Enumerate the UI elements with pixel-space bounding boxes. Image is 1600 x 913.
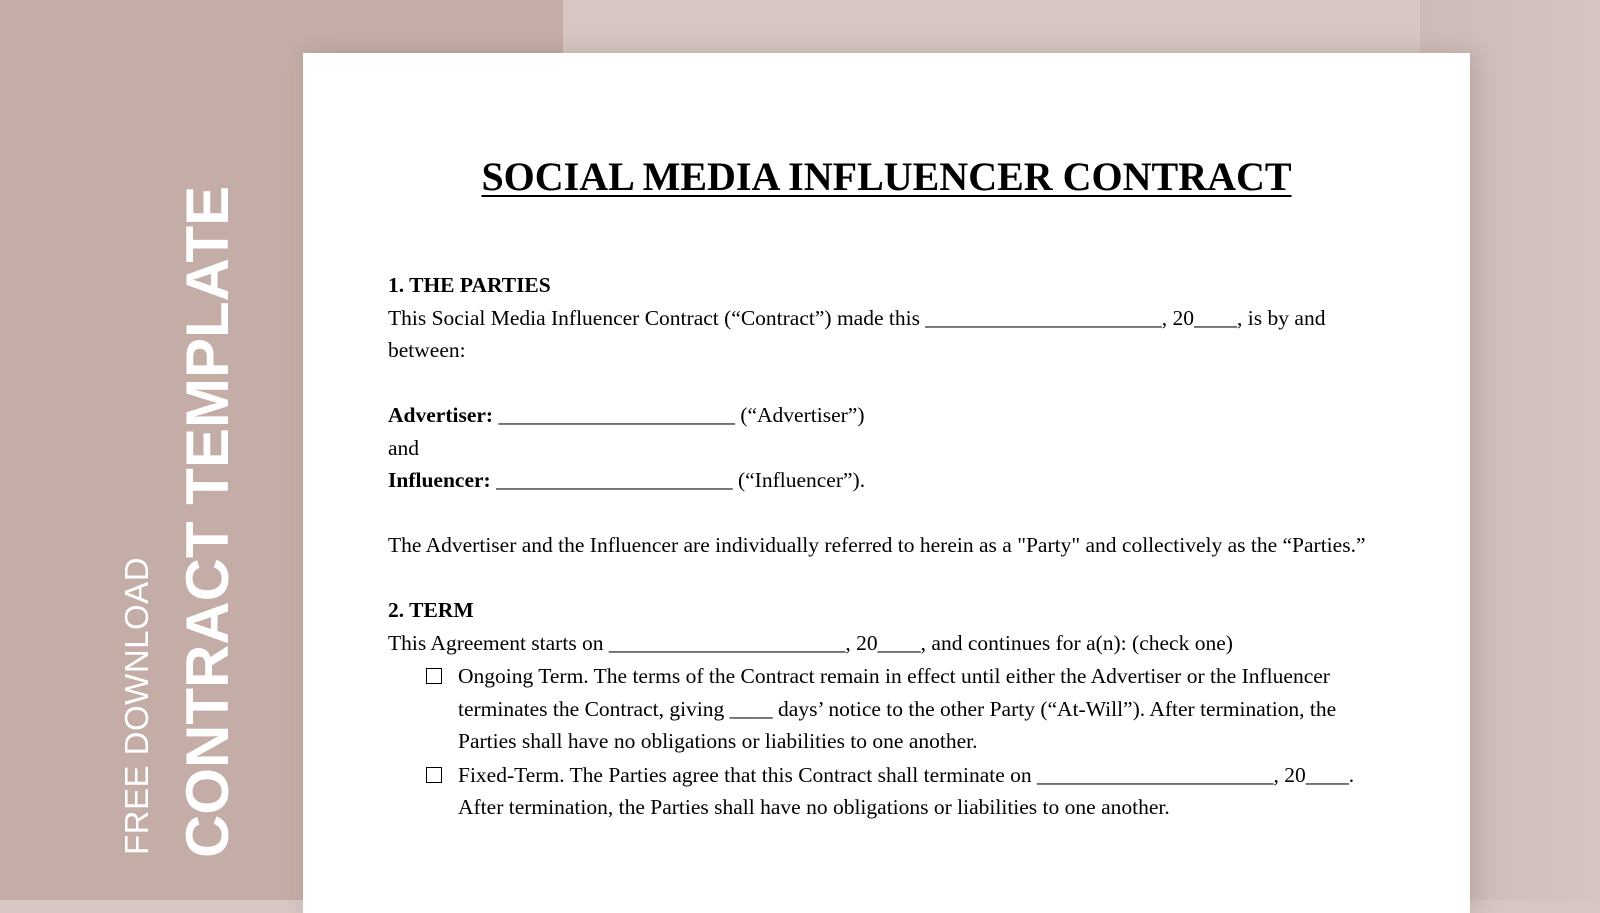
influencer-blank: ______________________ (“Influencer”). bbox=[490, 468, 866, 492]
spacer bbox=[388, 497, 1378, 530]
advertiser-blank: ______________________ (“Advertiser”) bbox=[493, 403, 865, 427]
influencer-line bbox=[388, 464, 1378, 497]
document-body bbox=[388, 269, 1378, 824]
term-option-ongoing bbox=[458, 660, 1378, 758]
parties-intro: This Social Media Influencer Contract (“Contract”) made this ______________________, 20____, is by and between: bbox=[388, 305, 1326, 362]
document-title: SOCIAL MEDIA INFLUENCER CONTRACT bbox=[481, 154, 1292, 199]
and-line: and bbox=[388, 435, 420, 460]
spacer bbox=[388, 367, 1378, 400]
banner-contract-template: CONTRACT TEMPLATE bbox=[174, 185, 241, 858]
parties-definition: The Advertiser and the Influencer are individually referred to herein as a "Party" and collectively as the “Parties.” bbox=[388, 533, 1366, 557]
term-option-fixed bbox=[458, 759, 1378, 824]
section-heading-parties: 1. THE PARTIES bbox=[388, 273, 551, 297]
term-option-fixed-text: Fixed-Term. The Parties agree that this Contract shall terminate on ______________________, 20____. After termination, the Parties shall have no obligations or liabilities to one another. bbox=[458, 762, 1355, 819]
term-intro: This Agreement starts on ______________________, 20____, and continues for a(n): (check one) bbox=[388, 630, 1233, 655]
document-page bbox=[303, 53, 1470, 913]
spacer bbox=[388, 562, 1378, 595]
advertiser-line bbox=[388, 399, 1378, 432]
checkbox-fixed-icon[interactable] bbox=[426, 767, 442, 783]
checkbox-ongoing-icon[interactable] bbox=[426, 668, 442, 684]
influencer-label: Influencer: bbox=[388, 468, 491, 492]
section-heading-term: 2. TERM bbox=[388, 598, 474, 622]
advertiser-label: Advertiser: bbox=[388, 403, 494, 427]
term-option-ongoing-text: Ongoing Term. The terms of the Contract remain in effect until either the Advertiser or the Influencer terminates the Contract, giving ____ days’ notice to the other Party (“At-Will”). After termination, the Parties shall have no obligations or liabilities to one another. bbox=[458, 664, 1337, 753]
banner-free-download: FREE DOWNLOAD bbox=[118, 556, 155, 855]
